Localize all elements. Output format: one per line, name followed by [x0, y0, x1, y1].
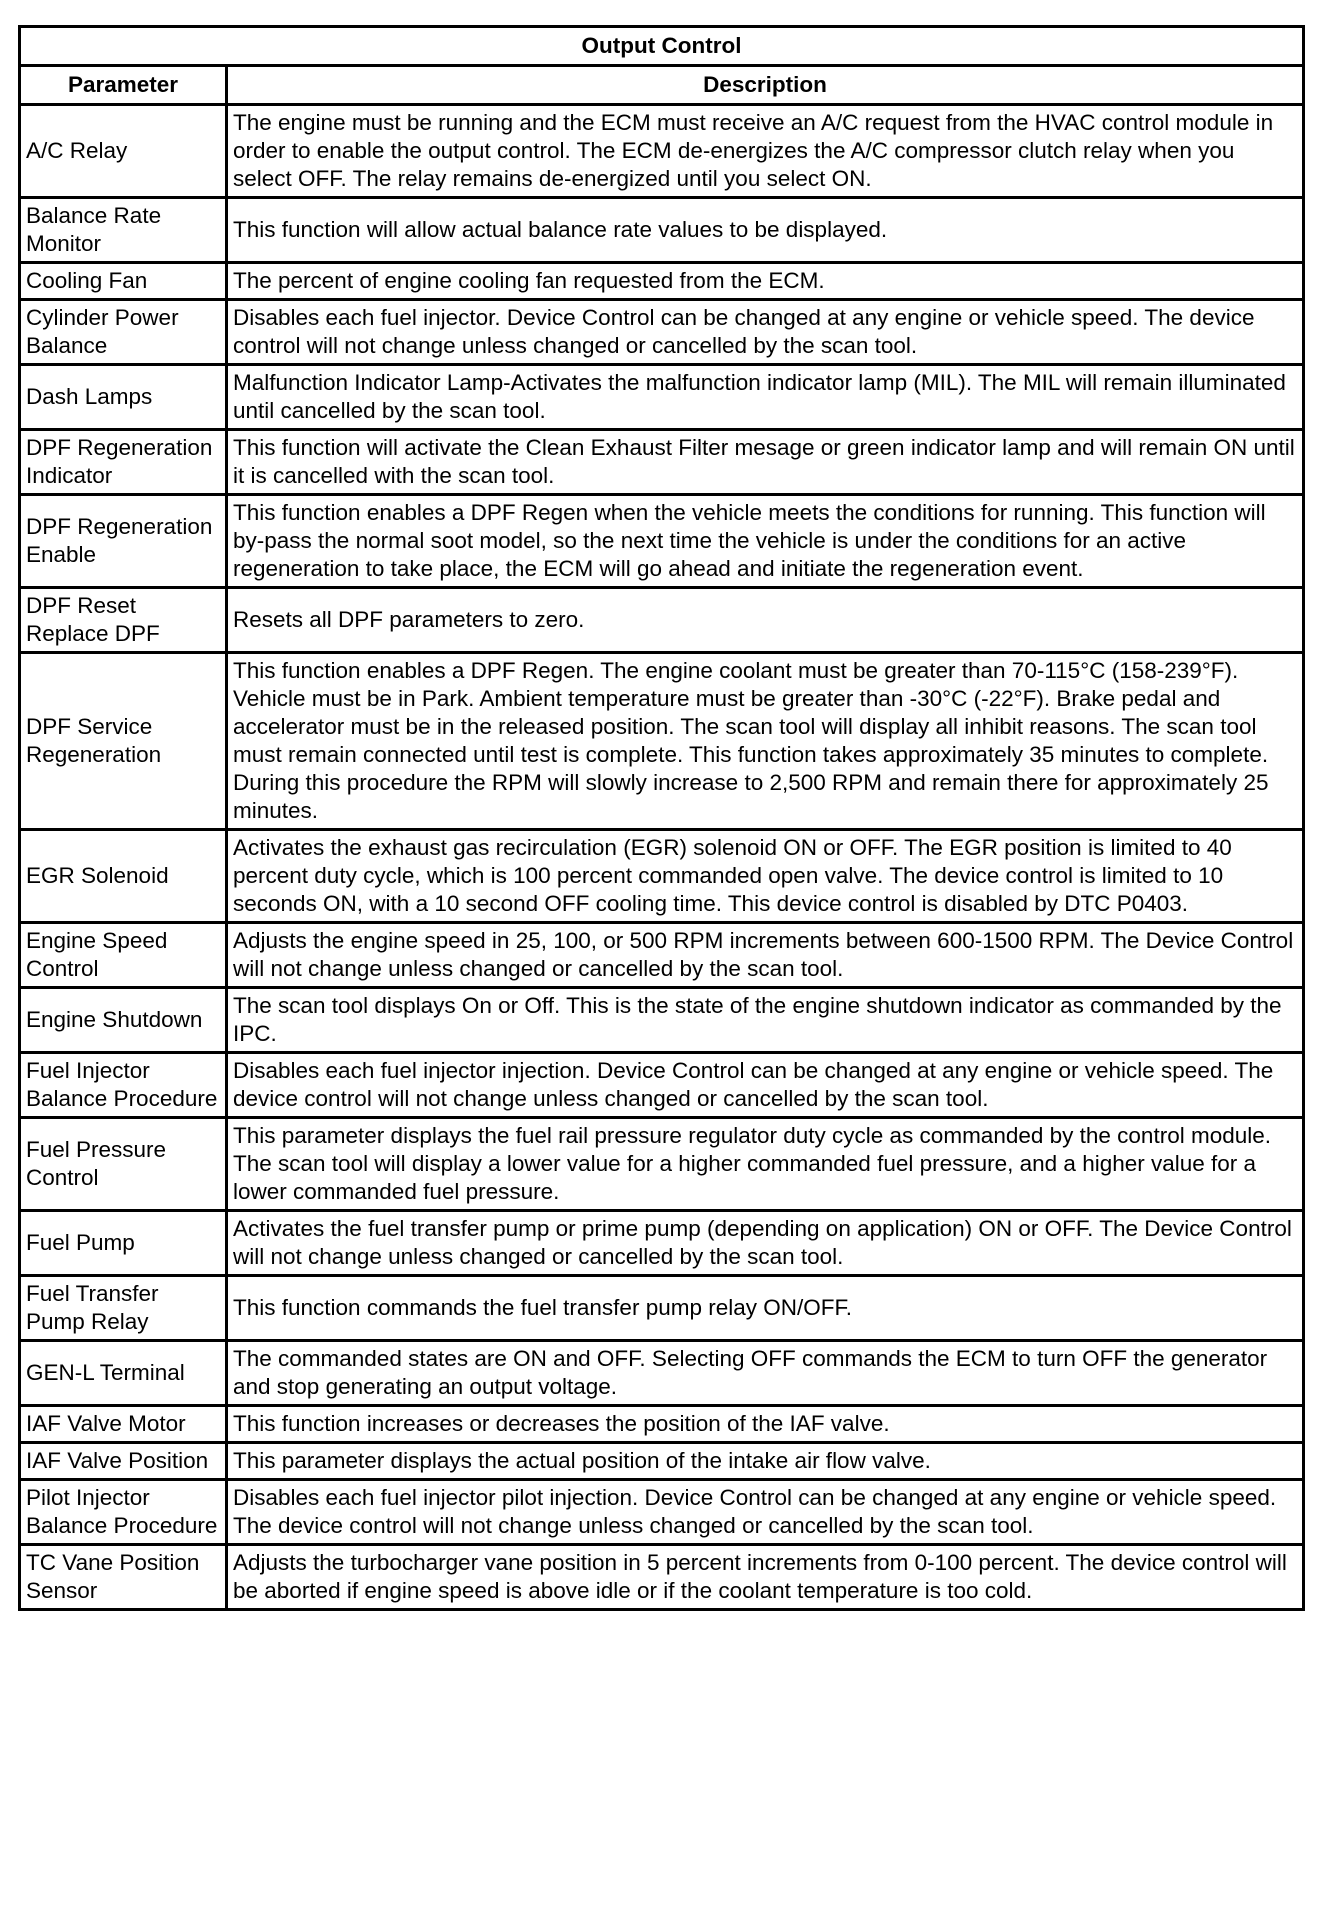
table-title: Output Control — [20, 27, 1304, 66]
description-cell: Malfunction Indicator Lamp-Activates the malfunction indicator lamp (MIL). The MIL will remain illuminated until cancelled by the scan tool. — [227, 365, 1304, 430]
description-cell: This parameter displays the fuel rail pressure regulator duty cycle as commanded by the control module. The scan tool will display a lower value for a higher commanded fuel pressure, and a higher value for a lower commanded fuel pressure. — [227, 1118, 1304, 1211]
table-row — [20, 1211, 1304, 1276]
table-row — [20, 1053, 1304, 1118]
table-row — [20, 1545, 1304, 1610]
description-cell: The percent of engine cooling fan requested from the ECM. — [227, 263, 1304, 300]
table-row — [20, 300, 1304, 365]
table-row — [20, 430, 1304, 495]
parameter-cell: Engine Shutdown — [20, 988, 227, 1053]
table-row — [20, 198, 1304, 263]
description-cell: The engine must be running and the ECM must receive an A/C request from the HVAC control module in order to enable the output control. The ECM de-energizes the A/C compressor clutch relay when you select OFF. The relay remains de-energized until you select ON. — [227, 105, 1304, 198]
parameter-cell: IAF Valve Motor — [20, 1406, 227, 1443]
table-row — [20, 988, 1304, 1053]
parameter-column-header: Parameter — [20, 66, 227, 105]
parameter-cell: IAF Valve Position — [20, 1443, 227, 1480]
parameter-cell: DPF Regeneration Enable — [20, 495, 227, 588]
table-title-row — [20, 27, 1304, 66]
description-cell: Activates the fuel transfer pump or prime pump (depending on application) ON or OFF. The Device Control will not change unless changed or cancelled by the scan tool. — [227, 1211, 1304, 1276]
table-row — [20, 263, 1304, 300]
description-cell: This function commands the fuel transfer pump relay ON/OFF. — [227, 1276, 1304, 1341]
parameter-cell: GEN-L Terminal — [20, 1341, 227, 1406]
parameter-cell: TC Vane Position Sensor — [20, 1545, 227, 1610]
parameter-cell: Balance Rate Monitor — [20, 198, 227, 263]
parameter-cell: EGR Solenoid — [20, 830, 227, 923]
parameter-cell: Fuel Transfer Pump Relay — [20, 1276, 227, 1341]
description-cell: The scan tool displays On or Off. This is the state of the engine shutdown indicator as commanded by the IPC. — [227, 988, 1304, 1053]
table-header-row — [20, 66, 1304, 105]
description-cell: This function enables a DPF Regen. The engine coolant must be greater than 70-115°C (158-239°F). Vehicle must be in Park. Ambient temperature must be greater than -30°C (-22°F). Brake pedal and accelerator must be in the released position. The scan tool will display all inhibit reasons. The scan tool must remain connected until test is complete. This function takes approximately 35 minutes to complete. During this procedure the RPM will slowly increase to 2,500 RPM and remain there for approximately 25 minutes. — [227, 653, 1304, 830]
description-cell: This parameter displays the actual position of the intake air flow valve. — [227, 1443, 1304, 1480]
parameter-cell: DPF Service Regeneration — [20, 653, 227, 830]
table-row — [20, 365, 1304, 430]
parameter-cell: Cooling Fan — [20, 263, 227, 300]
parameter-cell: DPF Regeneration Indicator — [20, 430, 227, 495]
table-row — [20, 653, 1304, 830]
description-cell: This function will activate the Clean Exhaust Filter mesage or green indicator lamp and will remain ON until it is cancelled with the scan tool. — [227, 430, 1304, 495]
table-row — [20, 923, 1304, 988]
table-row — [20, 1276, 1304, 1341]
parameter-cell: Dash Lamps — [20, 365, 227, 430]
description-cell: Disables each fuel injector injection. Device Control can be changed at any engine or vehicle speed. The device control will not change unless changed or cancelled by the scan tool. — [227, 1053, 1304, 1118]
output-control-table-container — [18, 25, 1302, 1611]
output-control-table — [18, 25, 1305, 1611]
parameter-cell: Pilot Injector Balance Procedure — [20, 1480, 227, 1545]
description-cell: Adjusts the engine speed in 25, 100, or 500 RPM increments between 600-1500 RPM. The Device Control will not change unless changed or cancelled by the scan tool. — [227, 923, 1304, 988]
description-cell: Adjusts the turbocharger vane position in 5 percent increments from 0-100 percent. The device control will be aborted if engine speed is above idle or if the coolant temperature is too cold. — [227, 1545, 1304, 1610]
description-cell: This function increases or decreases the position of the IAF valve. — [227, 1406, 1304, 1443]
parameter-cell: Fuel Injector Balance Procedure — [20, 1053, 227, 1118]
parameter-cell: DPF Reset Replace DPF — [20, 588, 227, 653]
table-row — [20, 1480, 1304, 1545]
description-cell: Activates the exhaust gas recirculation (EGR) solenoid ON or OFF. The EGR position is limited to 40 percent duty cycle, which is 100 percent commanded open valve. The device control is limited to 10 seconds ON, with a 10 second OFF cooling time. This device control is disabled by DTC P0403. — [227, 830, 1304, 923]
table-row — [20, 495, 1304, 588]
description-cell: Disables each fuel injector pilot injection. Device Control can be changed at any engine or vehicle speed. The device control will not change unless changed or cancelled by the scan tool. — [227, 1480, 1304, 1545]
table-row — [20, 1443, 1304, 1480]
table-row — [20, 1118, 1304, 1211]
table-row — [20, 1341, 1304, 1406]
table-row — [20, 105, 1304, 198]
table-row — [20, 1406, 1304, 1443]
description-cell: The commanded states are ON and OFF. Selecting OFF commands the ECM to turn OFF the generator and stop generating an output voltage. — [227, 1341, 1304, 1406]
table-row — [20, 830, 1304, 923]
table-row — [20, 588, 1304, 653]
description-cell: This function will allow actual balance rate values to be displayed. — [227, 198, 1304, 263]
description-cell: Resets all DPF parameters to zero. — [227, 588, 1304, 653]
parameter-cell: A/C Relay — [20, 105, 227, 198]
parameter-cell: Fuel Pressure Control — [20, 1118, 227, 1211]
description-cell: This function enables a DPF Regen when the vehicle meets the conditions for running. This function will by-pass the normal soot model, so the next time the vehicle is under the conditions for an active regeneration to take place, the ECM will go ahead and initiate the regeneration event. — [227, 495, 1304, 588]
table-body — [20, 105, 1304, 1610]
description-column-header: Description — [227, 66, 1304, 105]
parameter-cell: Fuel Pump — [20, 1211, 227, 1276]
parameter-cell: Engine Speed Control — [20, 923, 227, 988]
parameter-cell: Cylinder Power Balance — [20, 300, 227, 365]
description-cell: Disables each fuel injector. Device Control can be changed at any engine or vehicle speed. The device control will not change unless changed or cancelled by the scan tool. — [227, 300, 1304, 365]
